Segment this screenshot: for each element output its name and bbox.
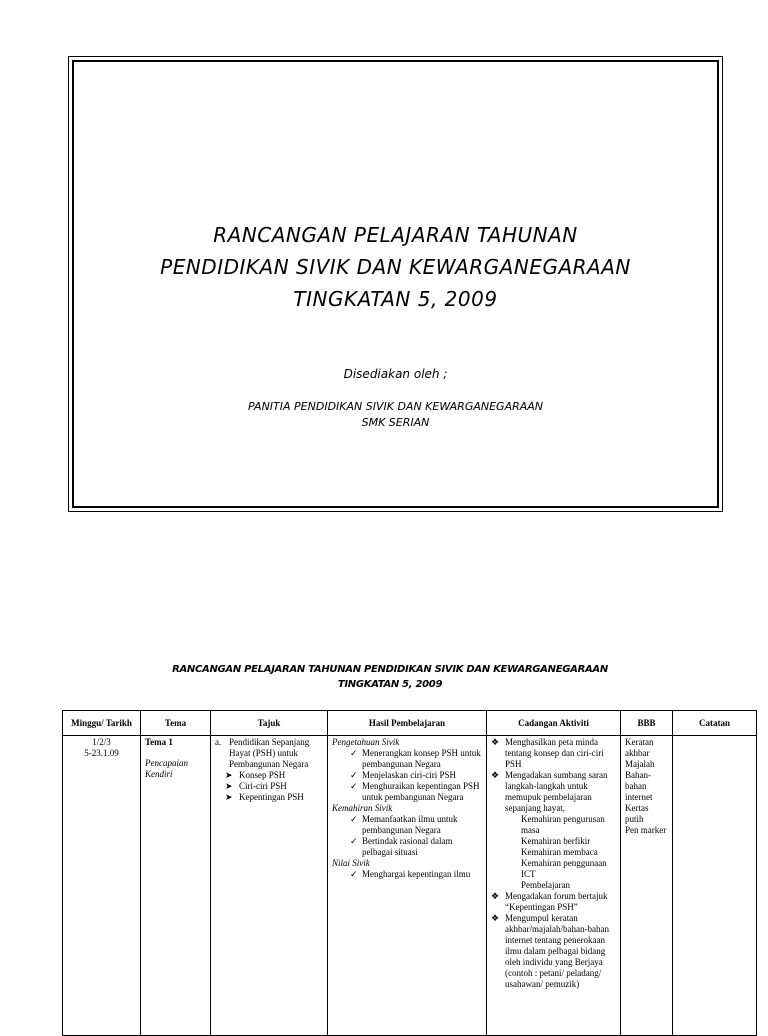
cover-box xyxy=(68,56,723,512)
arrowhead-bullet-icon: ➤ xyxy=(225,792,233,802)
activity-subitem: Kemahiran pengurusan masa xyxy=(521,814,605,835)
activity-subitem: Kemahiran membaca xyxy=(521,847,598,857)
cover-title-line-1: RANCANGAN PELAJARAN TAHUNAN xyxy=(213,223,578,247)
header-outcomes: Hasil Pembelajaran xyxy=(328,711,487,736)
theme-subtitle: Pencapaian Kendiri xyxy=(145,758,188,779)
header-bbb: BBB xyxy=(621,711,673,736)
prepared-by: Disediakan oleh ; xyxy=(343,367,448,381)
outcome-item: Menghargai kepentingan ilmu xyxy=(362,869,471,879)
outcome-item: Bertindak rasional dalam pelbagai situasi xyxy=(362,836,453,857)
value-heading: Nilai Sivik xyxy=(332,858,370,868)
diamond-bullet-icon: ❖ xyxy=(491,891,500,901)
week-cell xyxy=(63,736,141,1036)
diamond-bullet-icon: ❖ xyxy=(491,913,500,923)
activity-item: Mengadakan sumbang saran langkah-langkah untuk memupuk pembelajaran sepanjang hayat, xyxy=(505,770,608,813)
notes-cell xyxy=(673,736,757,1036)
header-theme: Tema xyxy=(141,711,211,736)
activity-subitem: Kemahiran berfikir xyxy=(521,836,591,846)
bbb-cell xyxy=(621,736,673,1036)
bbb-item: Pen marker xyxy=(625,825,667,835)
bbb-item: Keratan akhbar xyxy=(625,737,654,758)
outcome-item: Menghuraikan kepentingan PSH untuk pembangunan Negara xyxy=(362,781,480,802)
bbb-item: Majalah xyxy=(625,759,655,769)
activity-subitem: Kemahiran penggunaan ICT xyxy=(521,858,607,879)
theme-title: Tema 1 xyxy=(145,737,173,747)
checkmark-icon: ✓ xyxy=(350,770,358,780)
header-week: Minggu/ Tarikh xyxy=(63,711,141,736)
bbb-item: Kertas putih xyxy=(625,803,649,824)
committee-name: PANITIA PENDIDIKAN SIVIK DAN KEWARGANEGARAAN xyxy=(247,400,544,413)
bbb-item: Bahan-bahan internet xyxy=(625,770,653,802)
table-header-row xyxy=(63,711,757,736)
checkmark-icon: ✓ xyxy=(350,869,358,879)
topic-item: Ciri-ciri PSH xyxy=(239,781,287,791)
school-name: SMK SERIAN xyxy=(361,416,430,429)
knowledge-heading: Pengetahuan Sivik xyxy=(332,737,400,747)
committee-block xyxy=(69,399,722,431)
checkmark-icon: ✓ xyxy=(350,836,358,846)
lesson-plan-table xyxy=(62,710,757,1036)
diamond-bullet-icon: ❖ xyxy=(491,770,500,780)
checkmark-icon: ✓ xyxy=(350,814,358,824)
activity-item: Mengadakan forum bertajuk “Kepentingan PSH” xyxy=(505,891,608,912)
checkmark-icon: ✓ xyxy=(350,781,358,791)
outcome-item: Memanfaatkan ilmu untuk pembangunan Negara xyxy=(362,814,458,835)
header-notes: Catatan xyxy=(673,711,757,736)
topic-main: Pendidikan Sepanjang Hayat (PSH) untuk Pembangunan Negara xyxy=(229,737,310,769)
activity-item: Mengumpul keratan akhbar/majalah/bahan-bahan internet tentang penerokaan ilmu dalam pelbagai bidang oleh individu yang Berjaya (contoh : petani/ peladang/ usahawan/ pemuzik) xyxy=(505,913,609,989)
skill-heading: Kemahiran Sivik xyxy=(332,803,393,813)
topic-marker: a. xyxy=(215,737,222,747)
cover-title-line-3: TINGKATAN 5, 2009 xyxy=(293,287,498,311)
outcome-item: Menjelaskan ciri-ciri PSH xyxy=(362,770,456,780)
theme-cell xyxy=(141,736,211,1036)
outcomes-cell xyxy=(328,736,487,1036)
header-topic: Tajuk xyxy=(211,711,328,736)
cover-title xyxy=(69,219,722,315)
week-date: 5-23.1.09 xyxy=(84,748,119,758)
table-row xyxy=(63,736,757,1036)
activities-cell xyxy=(487,736,621,1036)
topic-item: Kepentingan PSH xyxy=(239,792,304,802)
checkmark-icon: ✓ xyxy=(350,748,358,758)
activity-item: Menghasilkan peta minda tentang konsep dan ciri-ciri PSH xyxy=(505,737,604,769)
week-number: 1/2/3 xyxy=(92,737,111,747)
topic-item: Konsep PSH xyxy=(239,770,286,780)
activity-subitem: Pembelajaran xyxy=(521,880,570,890)
header-activities: Cadangan Aktiviti xyxy=(487,711,621,736)
arrowhead-bullet-icon: ➤ xyxy=(225,781,233,791)
arrowhead-bullet-icon: ➤ xyxy=(225,770,233,780)
diamond-bullet-icon: ❖ xyxy=(491,737,500,747)
table-heading xyxy=(60,662,720,692)
outcome-item: Menerangkan konsep PSH untuk pembangunan Negara xyxy=(362,748,481,769)
table-heading-line-2: TINGKATAN 5, 2009 xyxy=(337,679,443,690)
cover-title-line-2: PENDIDIKAN SIVIK DAN KEWARGANEGARAAN xyxy=(160,255,631,279)
topic-cell xyxy=(211,736,328,1036)
table-heading-line-1: RANCANGAN PELAJARAN TAHUNAN PENDIDIKAN SIVIK DAN KEWARGANEGARAAN xyxy=(172,664,608,675)
